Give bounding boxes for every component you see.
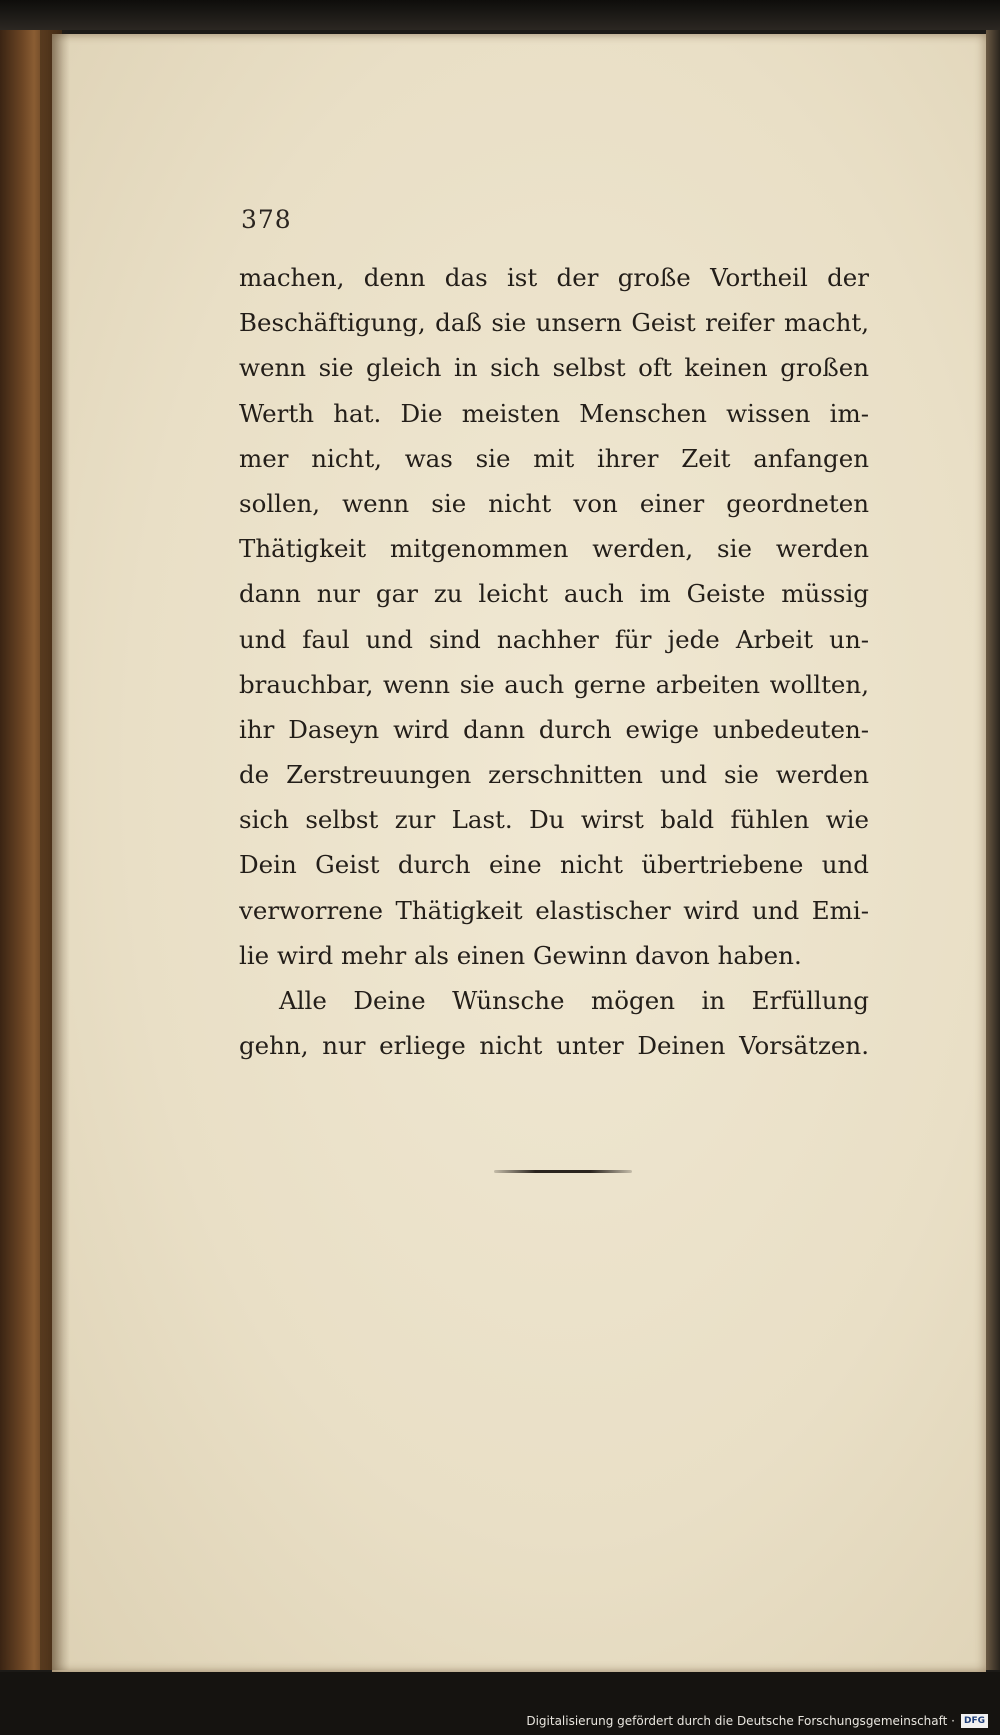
gutter-shadow [40, 30, 70, 1670]
text-line: Beschäftigung, daß sie unsern Geist reifer macht, [239, 308, 869, 338]
body-text [239, 255, 869, 1068]
text-line: sich selbst zur Last. Du wirst bald fühlen wie [239, 805, 869, 835]
text-line: Dein Geist durch eine nicht übertriebene und [239, 850, 869, 880]
text-line: sollen, wenn sie nicht von einer geordneten [239, 488, 869, 518]
text-line: Alle Deine Wünsche mögen in Erfüllung [279, 986, 869, 1015]
text-line: und faul und sind nachher für jede Arbeit un- [239, 624, 869, 654]
digitization-credit [526, 1712, 988, 1730]
credit-text: Digitalisierung gefördert durch die Deutsche Forschungsgemeinschaft · [526, 1714, 955, 1728]
text-line: Werth hat. Die meisten Menschen wissen im- [239, 398, 869, 428]
text-line: lie wird mehr als einen Gewinn davon haben. [239, 940, 802, 970]
text-line: ihr Daseyn wird dann durch ewige unbedeuten- [239, 714, 869, 744]
text-line: wenn sie gleich in sich selbst oft keinen großen [239, 353, 869, 383]
dfg-logo: DFG [961, 1714, 988, 1728]
text-line: machen, denn das ist der große Vortheil der [239, 263, 869, 292]
scan-top-edge [0, 0, 1000, 30]
text-line: de Zerstreuungen zerschnitten und sie werden [239, 760, 869, 790]
end-ornament-rule [494, 1170, 632, 1173]
page-number: 378 [241, 205, 292, 234]
text-line: verworrene Thätigkeit elastischer wird und Emi- [239, 895, 869, 925]
text-line: dann nur gar zu leicht auch im Geiste müssig [239, 579, 869, 609]
page-right-edge [986, 30, 1000, 1670]
text-line: Thätigkeit mitgenommen werden, sie werden [239, 534, 869, 564]
text-line: gehn, nur erliege nicht unter Deinen Vorsätzen. [239, 1031, 869, 1061]
text-line: mer nicht, was sie mit ihrer Zeit anfangen [239, 443, 869, 473]
text-line: brauchbar, wenn sie auch gerne arbeiten wollten, [239, 669, 869, 699]
